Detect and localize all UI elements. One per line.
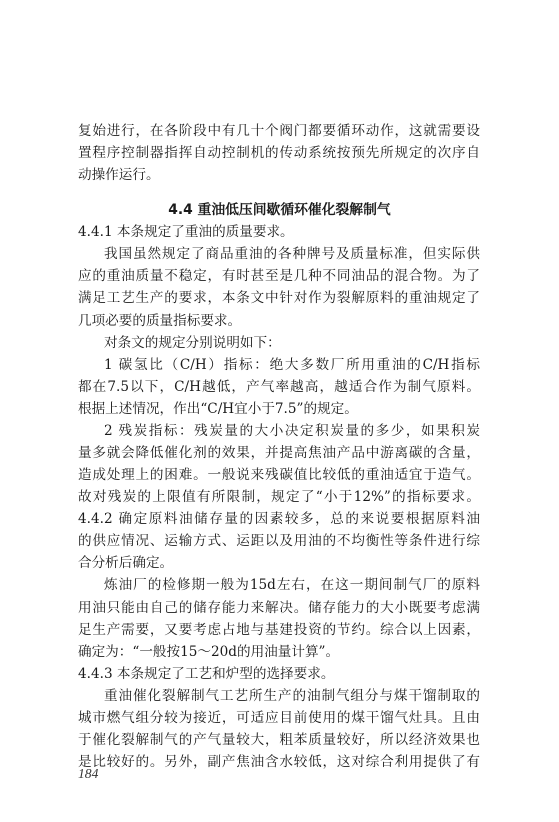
text-line: 故对残炭的上限值有所限制，规定了“小于12%”的指标要求。: [78, 489, 480, 506]
text-line: 应的重油质量不稳定，有时甚至是几种不同油品的混合物。为了: [78, 268, 480, 285]
text-line: 动操作运行。: [78, 167, 160, 184]
text-line: 4.4.1 本条规定了重油的质量要求。: [78, 224, 294, 241]
text-line: 炼油厂的检修期一般为15d左右，在这一期间制气厂的原料: [104, 577, 480, 594]
text-line: 造成处理上的困难。一般说来残碳值比较低的重油适宜于造气。: [78, 467, 480, 484]
text-line: 城市燃气组分较为接近，可适应目前使用的煤干馏气灶具。且由: [78, 709, 480, 726]
text-line: 的供应情况、运输方式、运距以及用油的不均衡性等条件进行综: [78, 533, 480, 550]
text-line: 4.4.3 本条规定了工艺和炉型的选择要求。: [78, 665, 335, 682]
text-line: 重油催化裂解制气工艺所生产的油制气组分与煤干馏制取的: [104, 687, 480, 704]
text-line: 合分析后确定。: [78, 555, 174, 572]
text-line: 置程序控制器指挥自动控制机的传动系统按预先所规定的次序自: [78, 145, 480, 162]
text-line: 确定为：“一般按15～20d的用油量计算”。: [78, 643, 340, 660]
text-line: 根据上述情况，作出“C/H宜小于7.5”的规定。: [78, 400, 358, 417]
page-number: 184: [78, 766, 99, 781]
text-line: 2 残炭指标：残炭量的大小决定积炭量的多少，如果积炭: [104, 422, 480, 439]
text-line: 4.4.2 确定原料油储存量的因素较多，总的来说要根据原料油: [78, 511, 480, 528]
text-line: 于催化裂解制气的产气量较大，粗苯质量较好，所以经济效果也: [78, 732, 480, 749]
text-line: 足生产需要，又要考虑占地与基建投资的节约。综合以上因素，: [78, 621, 480, 638]
text-line: 量多就会降低催化剂的效果，并提高焦油产品中游离碳的含量，: [78, 445, 480, 461]
text-line: 都在7.5以下，C/H越低，产气率越高，越适合作为制气原料。: [78, 378, 480, 395]
text-line: 用油只能由自己的储存能力来解决。储存能力的大小既要考虑满: [78, 599, 480, 616]
text-line: 是比较好的。另外，副产焦油含水较低，这对综合利用提供了有: [78, 754, 480, 771]
section-heading: 4.4 重油低压间歇循环催化裂解制气: [168, 202, 391, 218]
text-line: 我国虽然规定了商品重油的各种牌号及质量标准，但实际供: [104, 246, 480, 263]
text-line: 对条文的规定分别说明如下：: [104, 334, 281, 351]
text-line: 几项必要的质量指标要求。: [78, 312, 242, 329]
text-line: 1 碳氢比（C/H）指标：绝大多数厂所用重油的C/H指标: [104, 356, 480, 373]
text-line: 复始进行，在各阶段中有几十个阀门都要循环动作，这就需要设: [78, 123, 480, 139]
text-line: 满足工艺生产的要求，本条文中针对作为裂解原料的重油规定了: [78, 290, 480, 307]
